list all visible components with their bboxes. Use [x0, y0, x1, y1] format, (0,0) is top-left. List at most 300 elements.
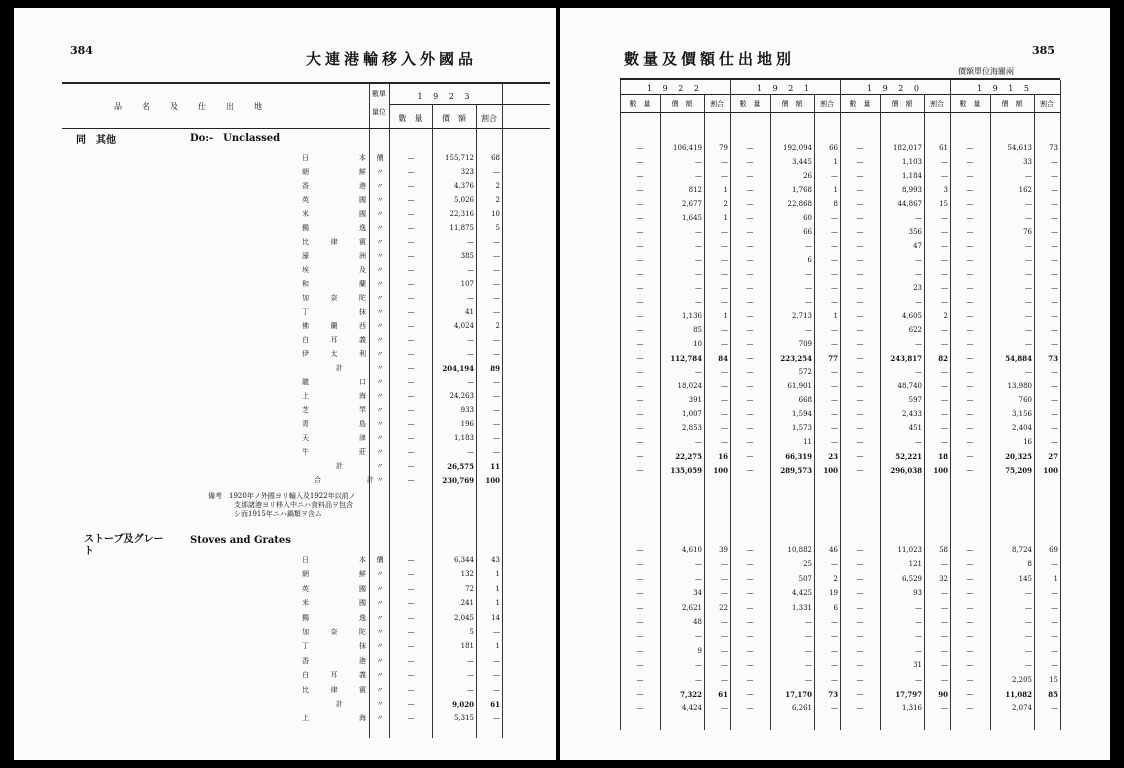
share-cell: — [941, 704, 948, 713]
share-cell: 43 [491, 556, 500, 564]
quantity-cell: — [966, 424, 974, 432]
value-cell: 241 [460, 599, 474, 608]
value-cell: — [1025, 646, 1032, 655]
share-cell: — [941, 603, 948, 612]
share-cell: — [721, 646, 728, 655]
quantity-cell: — [636, 675, 644, 684]
quantity-cell: — [856, 284, 864, 292]
value-cell: 24,263 [449, 392, 474, 400]
item-column-header: 品 名 及 仕 出 地 [114, 102, 268, 111]
share-cell: — [721, 618, 728, 626]
unit-mark: 〃 [376, 392, 384, 400]
share-cell: — [831, 424, 838, 432]
value-cell: 22,868 [787, 200, 812, 208]
value-cell: 48 [693, 618, 702, 626]
value-cell: — [805, 646, 812, 655]
country-name: 獨逸 [302, 613, 366, 622]
unit-mark: 〃 [376, 252, 384, 260]
share-cell: 46 [829, 546, 838, 554]
quantity-cell: — [636, 312, 644, 320]
share-cell: — [941, 632, 948, 641]
unit-mark: 〃 [376, 599, 384, 608]
quantity-cell: — [856, 144, 864, 152]
share-cell: — [1051, 632, 1058, 641]
quantity-header: 數 量 [629, 100, 651, 108]
value-cell: 1,594 [791, 410, 812, 418]
page-title: 數量及價額仕出地別 [624, 50, 796, 68]
value-header: 價 額 [671, 100, 693, 108]
value-cell: — [1025, 368, 1032, 376]
value-cell: 54,613 [1007, 144, 1032, 152]
table-top-rule [62, 82, 550, 84]
share-cell: — [493, 308, 500, 316]
value-cell: 9,020 [452, 700, 474, 709]
quantity-cell: — [746, 410, 754, 418]
quantity-cell: — [856, 228, 864, 236]
share-cell: 1 [723, 214, 728, 222]
share-cell: — [831, 438, 838, 446]
share-header: 割合 [481, 114, 497, 123]
value-cell: 6,529 [901, 574, 922, 583]
value-cell: — [1025, 603, 1032, 612]
share-cell: — [831, 214, 838, 222]
value-cell: 933 [460, 406, 474, 414]
value-cell: 9 [697, 646, 702, 655]
share-cell: — [1051, 158, 1058, 166]
quantity-cell: — [746, 704, 754, 713]
quantity-cell: — [746, 172, 754, 180]
unit-mark: 〃 [376, 420, 384, 428]
share-cell: — [493, 656, 500, 665]
value-cell: 60 [803, 214, 812, 222]
value-cell: 44,867 [897, 200, 922, 208]
share-cell: — [1051, 368, 1058, 376]
share-cell: 89 [490, 364, 500, 373]
quantity-cell: — [407, 628, 415, 636]
value-cell: — [1025, 340, 1032, 348]
quantity-cell: — [856, 298, 864, 306]
value-cell: 22,275 [675, 452, 702, 461]
year-header: 1 9 2 0 [867, 84, 923, 93]
quantity-cell: — [856, 242, 864, 250]
country-name: 牛莊 [302, 448, 366, 456]
quantity-cell: — [636, 158, 644, 166]
value-cell: 2,404 [1011, 424, 1032, 432]
share-cell: — [831, 326, 838, 334]
page-title: 大連港輸移入外國品 [306, 50, 478, 68]
share-cell: — [831, 410, 838, 418]
value-cell: — [915, 340, 922, 348]
quantity-cell: — [746, 690, 754, 698]
quantity-cell: — [966, 704, 974, 713]
quantity-cell: — [407, 350, 415, 358]
value-cell: 451 [908, 424, 922, 432]
value-header: 價 額 [781, 100, 803, 108]
quantity-cell: — [966, 158, 974, 166]
share-cell: — [721, 424, 728, 432]
share-cell: 14 [491, 613, 500, 622]
quantity-cell: — [636, 242, 644, 250]
quantity-cell: — [407, 599, 415, 608]
quantity-cell: — [746, 326, 754, 334]
quantity-cell: — [407, 266, 415, 274]
unit-header-top: 數單 [372, 90, 386, 98]
share-cell: — [1051, 298, 1058, 306]
share-cell: — [941, 589, 948, 598]
value-cell: — [1025, 312, 1032, 320]
value-cell: 54,884 [1005, 354, 1032, 363]
share-cell: 85 [1048, 690, 1058, 699]
country-name: 丁抹 [302, 642, 366, 651]
quantity-cell: — [407, 420, 415, 428]
share-cell: 11 [490, 462, 500, 471]
value-cell: 6,261 [791, 704, 812, 713]
share-cell: 73 [1048, 354, 1058, 363]
share-cell: 2 [495, 182, 500, 190]
unit-mark: 〃 [376, 196, 384, 204]
quantity-cell: — [746, 466, 754, 474]
quantity-cell: — [856, 312, 864, 320]
share-cell: 6 [833, 603, 838, 612]
value-cell: — [695, 632, 702, 641]
quantity-cell: — [636, 632, 644, 641]
value-cell: 181 [460, 642, 474, 651]
quantity-cell: — [746, 646, 754, 655]
quantity-cell: — [636, 284, 644, 292]
value-cell: 106,419 [673, 144, 702, 152]
value-cell: 2,621 [681, 603, 702, 612]
share-cell: 15 [1049, 675, 1058, 684]
value-cell: 4,024 [453, 322, 474, 330]
value-cell: 66 [803, 228, 812, 236]
quantity-cell: — [636, 200, 644, 208]
value-cell: 622 [908, 326, 922, 334]
quantity-cell: — [407, 656, 415, 665]
quantity-cell: — [966, 382, 974, 390]
unit-mark: 〃 [376, 700, 384, 708]
column-rule [502, 84, 503, 738]
quantity-cell: — [636, 466, 644, 474]
quantity-cell: — [746, 589, 754, 598]
quantity-cell: — [407, 196, 415, 204]
share-cell: 2 [833, 574, 838, 583]
value-cell: — [1025, 256, 1032, 264]
value-cell: — [695, 368, 702, 376]
value-cell: 25 [803, 560, 812, 569]
quantity-header: 數 量 [739, 100, 761, 108]
value-cell: 192,094 [783, 144, 812, 152]
value-cell: — [467, 685, 474, 694]
quantity-cell: — [966, 312, 974, 320]
share-cell: 2 [943, 312, 948, 320]
share-cell: — [493, 392, 500, 400]
value-cell: — [695, 270, 702, 278]
value-cell: 75,209 [1005, 466, 1032, 475]
share-cell: — [941, 424, 948, 432]
value-cell: — [805, 326, 812, 334]
share-cell: — [941, 368, 948, 376]
share-cell: — [493, 420, 500, 428]
quantity-cell: — [966, 466, 974, 474]
page-number: 385 [1032, 44, 1055, 57]
quantity-cell: — [966, 560, 974, 569]
unit-mark: 〃 [376, 378, 384, 386]
share-cell: — [1051, 326, 1058, 334]
unit-mark: 〃 [376, 294, 384, 302]
value-cell: — [915, 646, 922, 655]
quantity-cell: — [407, 434, 415, 442]
quantity-cell: — [746, 546, 754, 554]
value-cell: — [1025, 589, 1032, 598]
quantity-cell: — [966, 452, 974, 460]
share-cell: — [1051, 382, 1058, 390]
value-cell: 1,007 [681, 410, 702, 418]
quantity-cell: — [407, 308, 415, 316]
value-cell: 18,024 [677, 382, 702, 390]
quantity-cell: — [856, 452, 864, 460]
quantity-cell: — [746, 284, 754, 292]
value-cell: 289,573 [780, 466, 812, 475]
share-cell: — [1051, 172, 1058, 180]
share-cell: — [1051, 270, 1058, 278]
quantity-cell: — [856, 632, 864, 641]
country-name: 比律賓 [302, 685, 366, 694]
quantity-cell: — [856, 382, 864, 390]
share-cell: 2 [495, 196, 500, 204]
quantity-cell: — [636, 424, 644, 432]
quantity-cell: — [966, 186, 974, 194]
value-cell: 34 [693, 589, 702, 598]
value-cell: — [695, 284, 702, 292]
quantity-cell: — [966, 368, 974, 376]
quantity-cell: — [966, 618, 974, 626]
quantity-cell: — [856, 690, 864, 698]
quantity-cell: — [966, 661, 974, 670]
quantity-cell: — [856, 410, 864, 418]
value-header: 價 額 [442, 114, 466, 123]
country-name: 計 [336, 364, 343, 372]
value-cell: 93 [913, 589, 922, 598]
value-cell: — [695, 661, 702, 670]
share-cell: — [941, 560, 948, 569]
value-cell: 223,254 [780, 354, 812, 363]
share-cell: — [1051, 424, 1058, 432]
share-cell: — [831, 340, 838, 348]
column-rule [620, 80, 621, 730]
share-cell: — [721, 326, 728, 334]
value-cell: — [467, 238, 474, 246]
value-cell: 47 [913, 242, 922, 250]
value-cell: 323 [460, 168, 474, 176]
value-cell: — [467, 671, 474, 680]
share-header: 割合 [710, 100, 724, 108]
quantity-cell: — [407, 642, 415, 651]
value-cell: — [467, 350, 474, 358]
value-cell: 85 [693, 326, 702, 334]
share-cell: — [1051, 242, 1058, 250]
share-cell: 10 [491, 210, 500, 218]
share-cell: — [721, 228, 728, 236]
year-rule [389, 104, 550, 105]
quantity-cell: — [966, 589, 974, 598]
share-cell: — [721, 675, 728, 684]
share-cell: — [941, 172, 948, 180]
value-cell: — [805, 661, 812, 670]
group-name-en: Stoves and Grates [190, 535, 291, 546]
share-cell: — [831, 560, 838, 569]
quantity-cell: — [966, 546, 974, 554]
share-cell: — [941, 646, 948, 655]
quantity-cell: — [856, 603, 864, 612]
quantity-cell: — [746, 270, 754, 278]
value-cell: 41 [465, 308, 474, 316]
value-cell: 4,610 [681, 546, 702, 554]
quantity-cell: — [746, 560, 754, 569]
share-cell: — [721, 410, 728, 418]
share-cell: — [1051, 704, 1058, 713]
value-cell: 10 [693, 340, 702, 348]
value-cell: — [1025, 172, 1032, 180]
quantity-cell: — [407, 714, 415, 723]
quantity-cell: — [856, 704, 864, 713]
value-cell: 17,797 [895, 690, 922, 699]
quantity-cell: — [856, 589, 864, 598]
quantity-cell: — [966, 214, 974, 222]
value-header: 價 額 [891, 100, 913, 108]
value-cell: 72 [465, 584, 474, 593]
value-cell: 1,316 [901, 704, 922, 713]
share-cell: 100 [485, 476, 500, 485]
share-cell: — [831, 704, 838, 713]
quantity-cell: — [856, 158, 864, 166]
share-cell: 3 [943, 186, 948, 194]
quantity-cell: — [636, 396, 644, 404]
quantity-cell: — [966, 438, 974, 446]
share-cell: 1 [723, 186, 728, 194]
share-cell: 1 [833, 312, 838, 320]
column-rule [950, 80, 951, 730]
quantity-cell: — [407, 556, 415, 564]
country-name: 香港 [302, 182, 366, 190]
share-cell: — [831, 242, 838, 250]
quantity-cell: — [407, 476, 415, 484]
value-cell: — [467, 294, 474, 302]
share-cell: — [493, 168, 500, 176]
share-cell: — [1051, 284, 1058, 292]
quantity-cell: — [636, 144, 644, 152]
value-cell: 6,344 [453, 556, 474, 564]
value-cell: 1,184 [901, 172, 922, 180]
share-cell: — [1051, 396, 1058, 404]
share-cell: — [721, 270, 728, 278]
share-cell: — [831, 382, 838, 390]
share-cell: 79 [719, 144, 728, 152]
country-name: 白耳義 [302, 671, 366, 680]
country-name: 伊太利 [302, 350, 366, 358]
value-cell: 760 [1018, 396, 1032, 404]
share-cell: — [721, 704, 728, 713]
share-cell: — [1051, 589, 1058, 598]
year-header: 1 9 2 3 [417, 92, 474, 101]
value-cell: 8,993 [901, 186, 922, 194]
country-name: 英國 [302, 196, 366, 204]
share-cell: — [721, 158, 728, 166]
value-cell: — [915, 618, 922, 626]
value-cell: 16 [1023, 438, 1032, 446]
unit-mark: 〃 [376, 406, 384, 414]
unit-mark: 〃 [376, 322, 384, 330]
quantity-cell: — [746, 452, 754, 460]
quantity-cell: — [856, 560, 864, 569]
quantity-cell: — [636, 298, 644, 306]
quantity-cell: — [407, 406, 415, 414]
value-cell: 8 [1027, 560, 1032, 569]
value-cell: — [1025, 270, 1032, 278]
value-cell: — [695, 172, 702, 180]
country-name: 佛蘭西 [302, 322, 366, 330]
quantity-cell: — [636, 589, 644, 598]
quantity-cell: — [746, 298, 754, 306]
value-cell: 385 [460, 252, 474, 260]
share-cell: — [941, 214, 948, 222]
quantity-cell: — [407, 280, 415, 288]
value-cell: 5,315 [453, 714, 474, 723]
quantity-cell: — [407, 322, 415, 330]
group-name: 同 其他 [76, 135, 116, 146]
unit-mark: 價 [376, 556, 384, 564]
unit-mark: 〃 [376, 266, 384, 274]
quantity-cell: — [856, 466, 864, 474]
unit-mark: 〃 [376, 642, 384, 651]
value-cell: — [915, 675, 922, 684]
value-cell: 11 [803, 438, 812, 446]
share-cell: 61 [939, 144, 948, 152]
quantity-cell: — [746, 144, 754, 152]
quantity-cell: — [746, 354, 754, 362]
quantity-cell: — [746, 574, 754, 583]
share-cell: — [1051, 186, 1058, 194]
share-cell: 61 [718, 690, 728, 699]
share-cell: 58 [939, 546, 948, 554]
value-cell: — [1025, 298, 1032, 306]
value-cell: — [805, 618, 812, 626]
quantity-cell: — [856, 214, 864, 222]
value-cell: 296,038 [890, 466, 922, 475]
group-name-en: Do:- Unclassed [190, 133, 281, 144]
value-cell: 812 [688, 186, 702, 194]
share-cell: — [721, 242, 728, 250]
quantity-cell: — [746, 675, 754, 684]
unit-mark: 〃 [376, 613, 384, 622]
quantity-cell: — [407, 336, 415, 344]
share-cell: — [721, 340, 728, 348]
quantity-cell: — [856, 354, 864, 362]
unit-mark: 〃 [376, 448, 384, 456]
value-cell: 4,425 [791, 589, 812, 598]
value-cell: 33 [1023, 158, 1032, 166]
quantity-cell: — [856, 675, 864, 684]
value-cell: — [467, 656, 474, 665]
value-cell: — [915, 298, 922, 306]
quantity-cell: — [966, 172, 974, 180]
unit-mark: 〃 [376, 685, 384, 694]
column-rule [840, 80, 841, 730]
value-cell: 13,980 [1007, 382, 1032, 390]
country-name: 天津 [302, 434, 366, 442]
value-cell: 572 [798, 368, 812, 376]
country-name: 合計 [314, 476, 374, 484]
quantity-cell: — [636, 438, 644, 446]
